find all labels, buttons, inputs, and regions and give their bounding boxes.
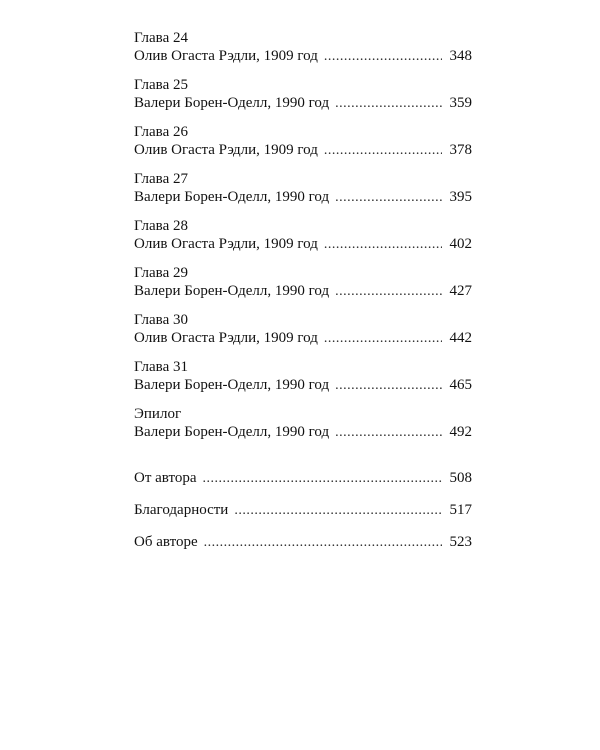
chapter-heading: Глава 24 [134,30,188,46]
toc-line [134,329,472,347]
page-number: 523 [449,534,472,550]
chapter-heading: Эпилог [134,406,182,422]
dot-leader [335,282,442,301]
chapter-title: Валери Борен-Оделл, 1990 год [134,95,330,111]
chapter-title: Олив Огаста Рэдли, 1909 год [134,330,318,346]
toc-line [134,533,472,551]
toc-line [134,376,472,394]
dot-leader [234,501,442,520]
dot-leader [335,376,442,395]
page-number: 517 [449,502,472,518]
page-number: 395 [449,189,472,205]
table-of-contents [134,30,472,565]
chapter-title: Олив Огаста Рэдли, 1909 год [134,236,318,252]
chapter-heading: Глава 25 [134,77,188,93]
toc-entry-chapter-31 [134,359,472,406]
chapter-title: Валери Борен-Оделл, 1990 год [134,189,330,205]
chapter-heading: Глава 28 [134,218,188,234]
toc-entry-chapter-29 [134,265,472,312]
toc-line [134,94,472,112]
page-number: 465 [449,377,472,393]
page-number: 348 [449,48,472,64]
toc-entry-chapter-30 [134,312,472,359]
chapter-heading: Глава 26 [134,124,188,140]
toc-entry-from-author [134,469,472,501]
chapter-title: Валери Борен-Оделл, 1990 год [134,377,330,393]
toc-entry-chapter-25 [134,77,472,124]
chapter-title: Олив Огаста Рэдли, 1909 год [134,142,318,158]
toc-line [134,47,472,65]
toc-entry-chapter-26 [134,124,472,171]
page-number: 402 [449,236,472,252]
back-matter-title: Благодарности [134,502,229,518]
dot-leader [324,329,442,348]
dot-leader [335,188,442,207]
toc-line [134,141,472,159]
chapter-title: Олив Огаста Рэдли, 1909 год [134,48,318,64]
toc-line [134,501,472,519]
dot-leader [324,47,442,66]
chapter-heading: Глава 31 [134,359,188,375]
dot-leader [324,141,442,160]
toc-entry-chapter-24 [134,30,472,77]
dot-leader [204,533,442,552]
toc-entry-epilogue [134,406,472,453]
dot-leader [335,423,442,442]
toc-line [134,469,472,487]
dot-leader [324,235,442,254]
toc-entry-chapter-27 [134,171,472,218]
toc-entry-about-author [134,533,472,565]
chapter-title: Валери Борен-Оделл, 1990 год [134,283,330,299]
back-matter-title: От автора [134,470,197,486]
toc-line [134,188,472,206]
dot-leader [335,94,442,113]
toc-line [134,282,472,300]
toc-line [134,235,472,253]
chapter-heading: Глава 29 [134,265,188,281]
chapter-heading: Глава 27 [134,171,188,187]
page-number: 442 [449,330,472,346]
chapter-heading: Глава 30 [134,312,188,328]
toc-entry-chapter-28 [134,218,472,265]
toc-entry-acknowledgements [134,501,472,533]
page-number: 427 [449,283,472,299]
section-spacer [134,453,472,469]
dot-leader [203,469,442,488]
page-number: 492 [449,424,472,440]
chapter-title: Валери Борен-Оделл, 1990 год [134,424,330,440]
page-number: 378 [449,142,472,158]
toc-line [134,423,472,441]
page-number: 359 [449,95,472,111]
back-matter-title: Об авторе [134,534,198,550]
page-number: 508 [449,470,472,486]
